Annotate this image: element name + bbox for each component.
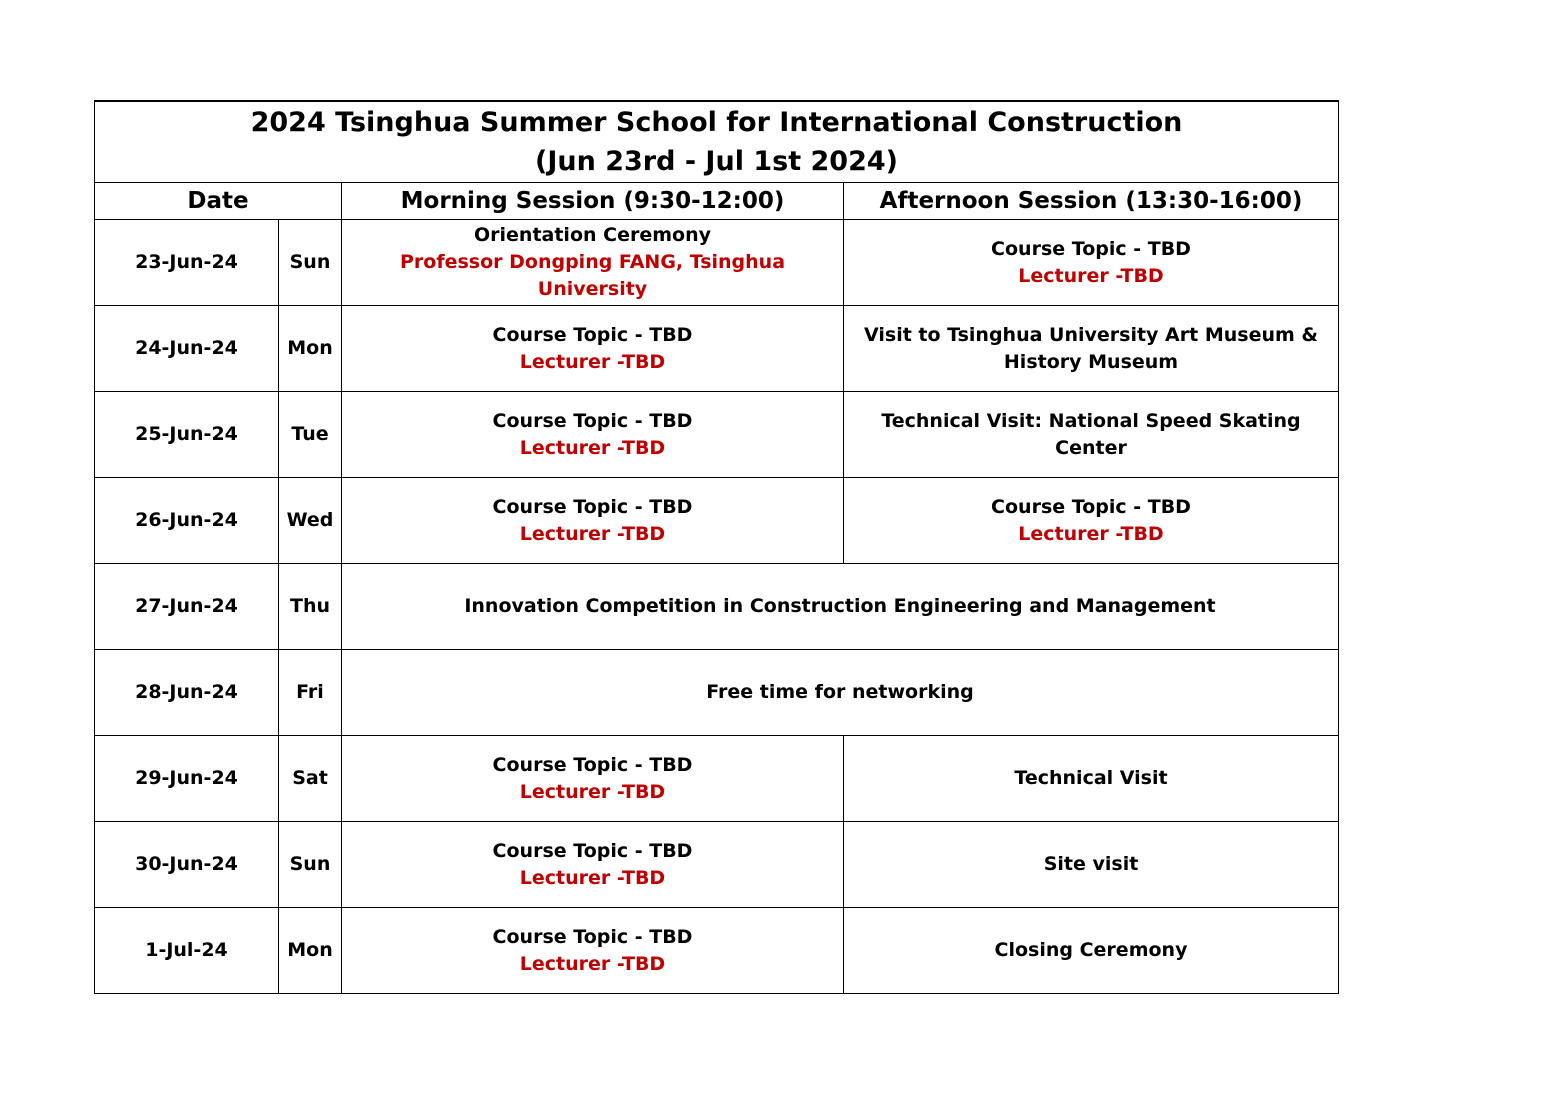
session-title: Technical Visit: National Speed Skating Center xyxy=(881,409,1301,459)
session-title: Orientation Ceremony xyxy=(474,224,711,246)
date-cell: 27-Jun-24 xyxy=(95,564,279,650)
afternoon-cell xyxy=(844,908,1339,994)
table-row xyxy=(95,650,1339,736)
table-row xyxy=(95,736,1339,822)
session-title: Visit to Tsinghua University Art Museum & xyxy=(864,323,1318,346)
table-row xyxy=(95,908,1339,994)
day-cell: Sat xyxy=(279,736,342,822)
session-title-continued: History Museum xyxy=(1003,350,1179,373)
session-title: Course Topic - TBD xyxy=(991,237,1191,260)
table-row xyxy=(95,220,1339,306)
session-title: Course Topic - TBD xyxy=(492,409,693,432)
afternoon-cell xyxy=(844,736,1339,822)
day-cell: Sun xyxy=(279,822,342,908)
lecturer-name: Lecturer -TBD xyxy=(519,780,666,803)
session-title: Course Topic - TBD xyxy=(492,839,693,862)
morning-cell xyxy=(342,822,844,908)
date-cell: 28-Jun-24 xyxy=(95,650,279,736)
day-cell: Mon xyxy=(279,908,342,994)
morning-cell xyxy=(342,736,844,822)
morning-cell xyxy=(342,478,844,564)
morning-cell xyxy=(342,908,844,994)
session-title: Course Topic - TBD xyxy=(492,753,693,776)
lecturer-name: Lecturer -TBD xyxy=(519,350,666,373)
day-cell: Thu xyxy=(279,564,342,650)
lecturer-name: Lecturer -TBD xyxy=(519,952,666,975)
session-title: Course Topic - TBD xyxy=(991,495,1191,518)
table-row xyxy=(95,306,1339,392)
table-row xyxy=(95,564,1339,650)
table-row xyxy=(95,392,1339,478)
lecturer-name: Lecturer -TBD xyxy=(519,866,666,889)
morning-cell xyxy=(342,306,844,392)
day-cell: Tue xyxy=(279,392,342,478)
day-cell: Fri xyxy=(279,650,342,736)
afternoon-cell xyxy=(844,822,1339,908)
title-line-1: 2024 Tsinghua Summer School for International Construction xyxy=(250,107,1183,138)
morning-cell xyxy=(342,392,844,478)
afternoon-cell xyxy=(844,220,1339,306)
afternoon-cell xyxy=(844,392,1339,478)
afternoon-cell xyxy=(844,478,1339,564)
session-title: Course Topic - TBD xyxy=(492,925,693,948)
schedule-table xyxy=(94,100,1339,994)
fullday-cell: Free time for networking xyxy=(342,650,1339,736)
session-title: Site visit xyxy=(1043,853,1139,875)
table-row xyxy=(95,822,1339,908)
afternoon-header: Afternoon Session (13:30-16:00) xyxy=(844,183,1339,220)
date-cell: 29-Jun-24 xyxy=(95,736,279,822)
table-row xyxy=(95,478,1339,564)
day-cell: Wed xyxy=(279,478,342,564)
lecturer-name: Lecturer -TBD xyxy=(519,436,666,459)
date-header: Date xyxy=(95,183,342,220)
title-row xyxy=(95,101,1339,183)
date-cell: 26-Jun-24 xyxy=(95,478,279,564)
date-cell: 23-Jun-24 xyxy=(95,220,279,306)
day-cell: Sun xyxy=(279,220,342,306)
morning-cell xyxy=(342,220,844,306)
lecturer-name: Lecturer -TBD xyxy=(519,522,666,545)
session-title: Course Topic - TBD xyxy=(492,495,693,518)
lecturer-name: Lecturer -TBD xyxy=(1018,264,1164,287)
fullday-cell: Innovation Competition in Construction Engineering and Management xyxy=(342,564,1339,650)
page-title xyxy=(95,101,1339,183)
date-cell: 1-Jul-24 xyxy=(95,908,279,994)
session-title: Technical Visit xyxy=(1014,767,1168,789)
date-cell: 24-Jun-24 xyxy=(95,306,279,392)
title-line-2: (Jun 23rd - Jul 1st 2024) xyxy=(534,146,899,177)
lecturer-name: Lecturer -TBD xyxy=(1018,522,1164,545)
lecturer-name: Professor Dongping FANG, Tsinghua University xyxy=(399,251,786,300)
morning-header: Morning Session (9:30-12:00) xyxy=(342,183,844,220)
session-title: Course Topic - TBD xyxy=(492,323,693,346)
session-title: Closing Ceremony xyxy=(994,939,1188,961)
date-cell: 30-Jun-24 xyxy=(95,822,279,908)
date-cell: 25-Jun-24 xyxy=(95,392,279,478)
afternoon-cell xyxy=(844,306,1339,392)
day-cell: Mon xyxy=(279,306,342,392)
header-row xyxy=(95,183,1339,220)
